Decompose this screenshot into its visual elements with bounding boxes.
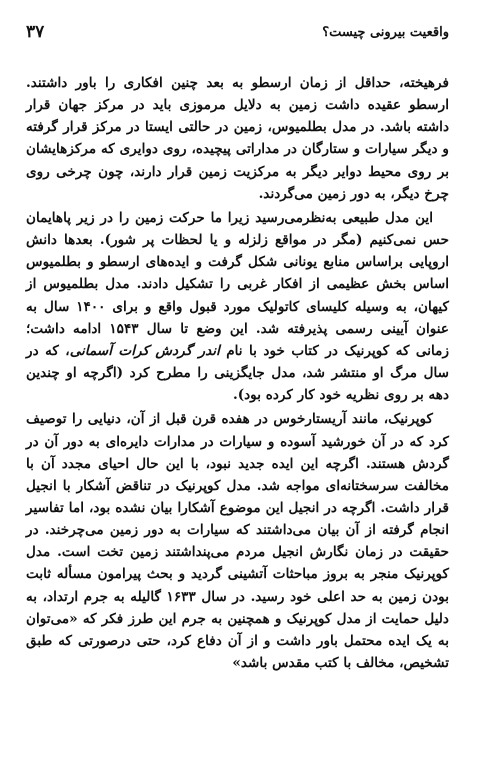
page-body [26,72,449,674]
paragraph-copernicus: کوپرنیک، مانند آریستارخوس در هفده قرن قبل از آن، دنیایی را توصیف کرد که در آن خورشید آسوده و سیارات در مدارات دایره‌ای به دور آن در گردش هستند. اگرچه این ایده جدید نبود، با این حال احیای مجدد آن با مخالفت سرسختانه‌ای مواجه شد. مدل کوپرنیک در تناقض آشکار با انجیل قرار داشت. اگرچه در انجیل این موضوع آشکارا بیان نشده بود، اما تفاسیر انجام گرفته از آن بیان می‌داشتند که سیارات به دور زمین می‌چرخند. در حقیقت در زمان نگارش انجیل مردم می‌پنداشتند زمین تخت است. مدل کوپرنیک منجر به بروز مباحثات آتشینی گردید و بحث پیرامون مسأله ثابت بودن زمین به حد اعلی خود رسید. در سال ۱۶۳۳ گالیله به جرم ارتداد، به دلیل حمایت از مدل کوپرنیک و همچنین به جرم این طرز فکر که «می‌توان به یک ایده محتمل باور داشت و از آن دفاع کرد، حتی درصورتی که طبق تشخیص، مخالف با کتب مقدس باشد» [26,411,449,672]
page-number: ۳۷ [26,22,45,42]
book-title-italic: اندر گردش کرات آسمانی [69,342,220,359]
running-title: واقعیت بیرونی چیست؟ [322,24,449,40]
paragraph-text-after-title: ، که در سال مرگ او منتشر شد، مدل جایگزینی را مطرح کرد (اگرچه او چندین دهه بر روی نظریه خود کار کرده بود). [26,342,449,404]
paragraph-continued: فرهیخته، حداقل از زمان ارسطو به بعد چنین افکاری را باور داشتند. ارسطو عقیده داشت زمین به دلایل مرموزی باید در مرکز جهان قرار داشته باشد. در مدل بطلمیوس، زمین در حالتی ایستا در مرکز قرار گرفته و دیگر سیارات و ستارگان در مداراتی پیچیده، روی دوایری که مرکزهایشان بر روی محیط دوایر دیگر به مرکزیت زمین قرار دارند، چون چرخی روی چرخ دیگر، به دور زمین می‌گردند. [26,75,449,202]
paragraph-text-before-title: این مدل طبیعی به‌نظرمی‌رسید زیرا ما حرکت زمین را در زیر پاهایمان حس نمی‌کنیم (مگر در مواقع زلزله و یا لحظات پر شور). بعدها دانش اروپایی براساس منابع یونانی شکل گرفت و ایده‌های ارسطو و بطلمیوس اساس بخش عظیمی از افکار غربی را تشکیل دادند. مدل بطلمیوس از کیهان، به وسیله کلیسای کاتولیک مورد قبول واقع و برای ۱۴۰۰ سال به عنوان آیینی رسمی پذیرفته شد. این وضع تا سال ۱۵۴۳ ادامه داشت؛ زمانی که کوپرنیک در کتاب خود با نام [26,209,450,359]
paragraph-ptolemy [26,207,449,406]
page-header [26,22,449,42]
